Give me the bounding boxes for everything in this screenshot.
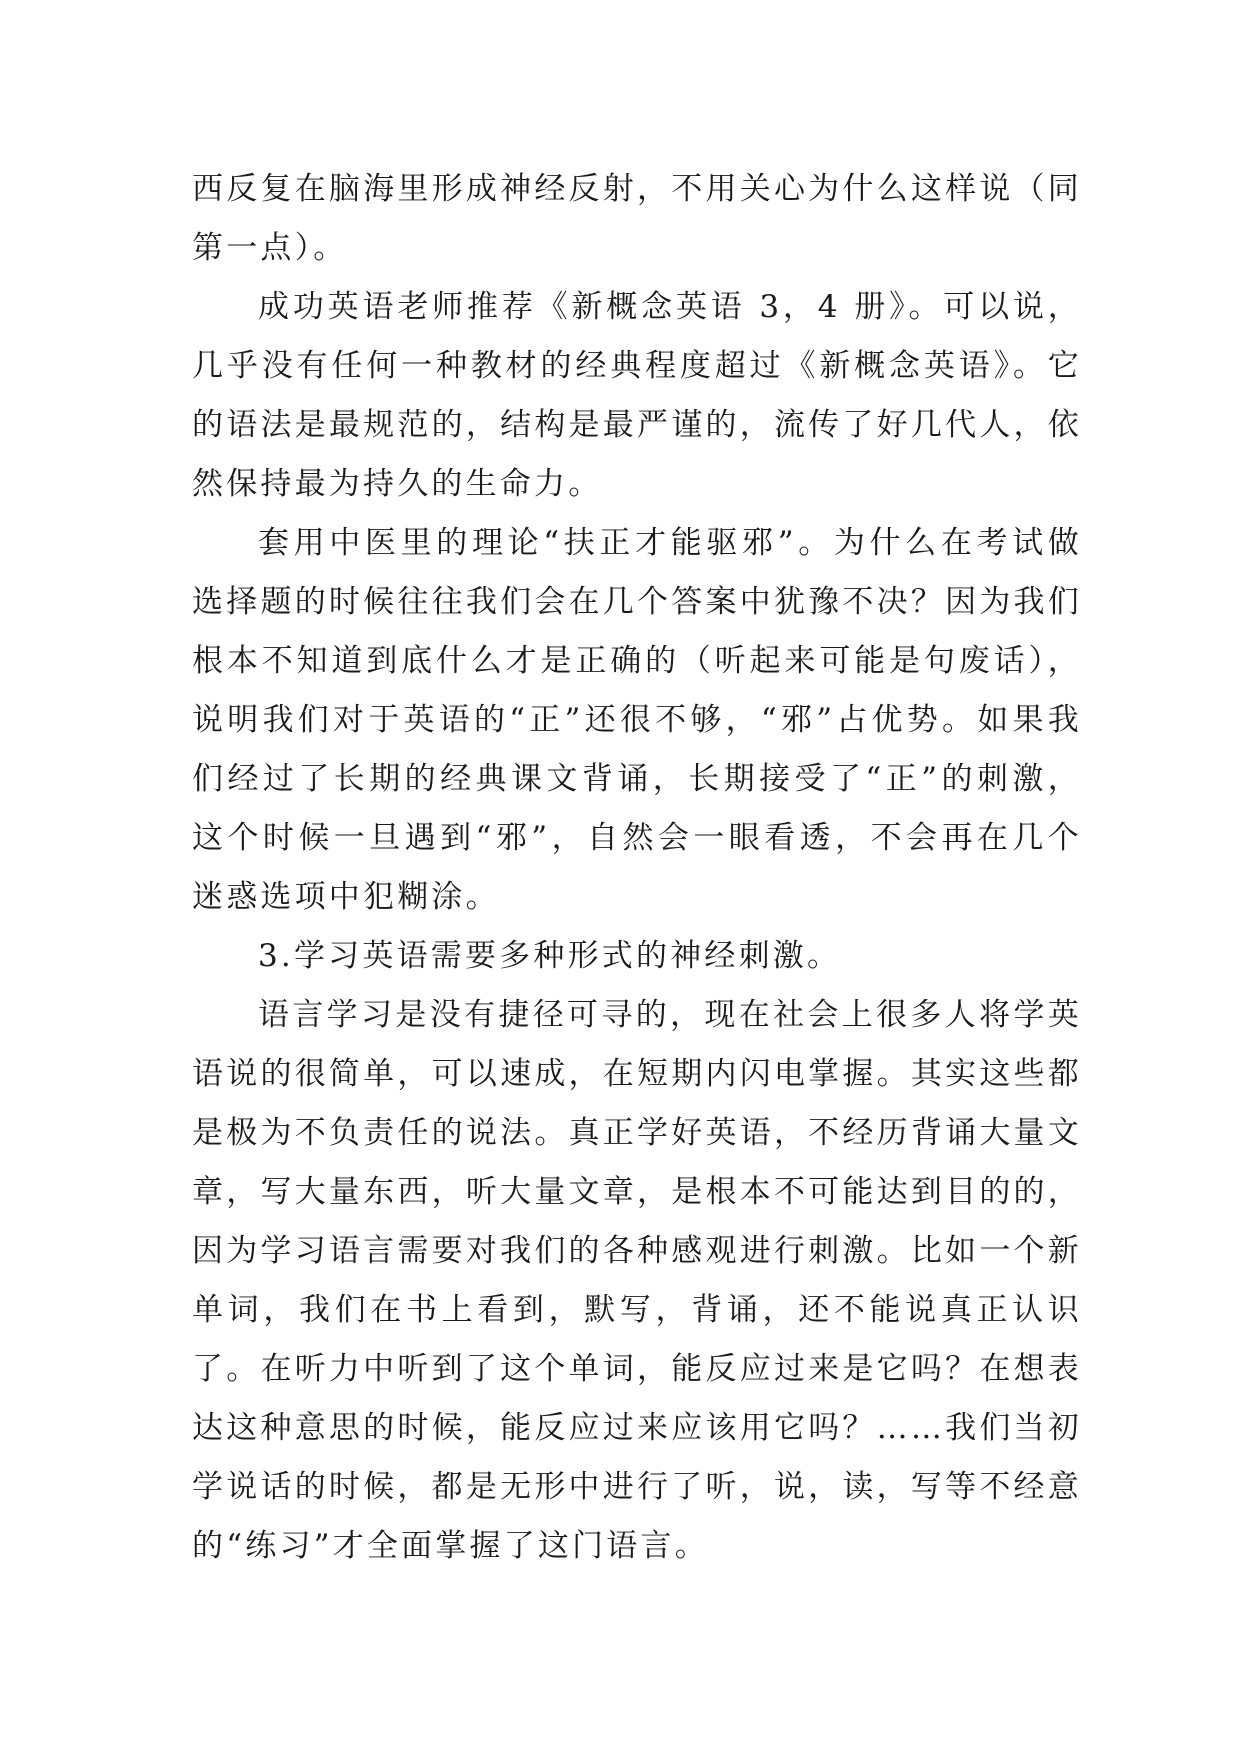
- paragraph-continuation: 西反复在脑海里形成神经反射，不用关心为什么这样说（同第一点）。: [192, 171, 1082, 266]
- paragraph-correct-vs-wrong: 套用中医里的理论“扶正才能驱邪”。为什么在考试做选择题的时候往往我们会在几个答案中犹豫不决？因为我们根本不知道到底什么才是正确的（听起来可能是句废话），说明我们对于英语的“正”还很不够，“邪”占优势。如果我们经过了长期的经典课文背诵，长期接受了“正”的刺激，这个时候一旦遇到“邪”，自然会一眼看透，不会再在几个迷惑选项中犯糊涂。: [192, 525, 1082, 915]
- section-heading-3: 3.学习英语需要多种形式的神经刺激。: [258, 938, 842, 974]
- paragraph-language-learning: 语言学习是没有捷径可寻的，现在社会上很多人将学英语说的很简单，可以速成，在短期内闪电掌握。其实这些都是极为不负责任的说法。真正学好英语，不经历背诵大量文章，写大量东西，听大量文章，是根本不可能达到目的的，因为学习语言需要对我们的各种感观进行刺激。比如一个新单词，我们在书上看到，默写，背诵，还不能说真正认识了。在听力中听到了这个单词，能反应过来是它吗？在想表达这种意思的时候，能反应过来应该用它吗？……我们当初学说话的时候，都是无形中进行了听，说，读，写等不经意的“练习”才全面掌握了这门语言。: [192, 997, 1082, 1564]
- document-body: [192, 160, 1082, 1576]
- paragraph-textbook-recommendation: 成功英语老师推荐《新概念英语 3，4 册》。可以说，几乎没有任何一种教材的经典程度超过《新概念英语》。它的语法是最规范的，结构是最严谨的，流传了好几代人，依然保持最为持久的生命力。: [192, 289, 1082, 502]
